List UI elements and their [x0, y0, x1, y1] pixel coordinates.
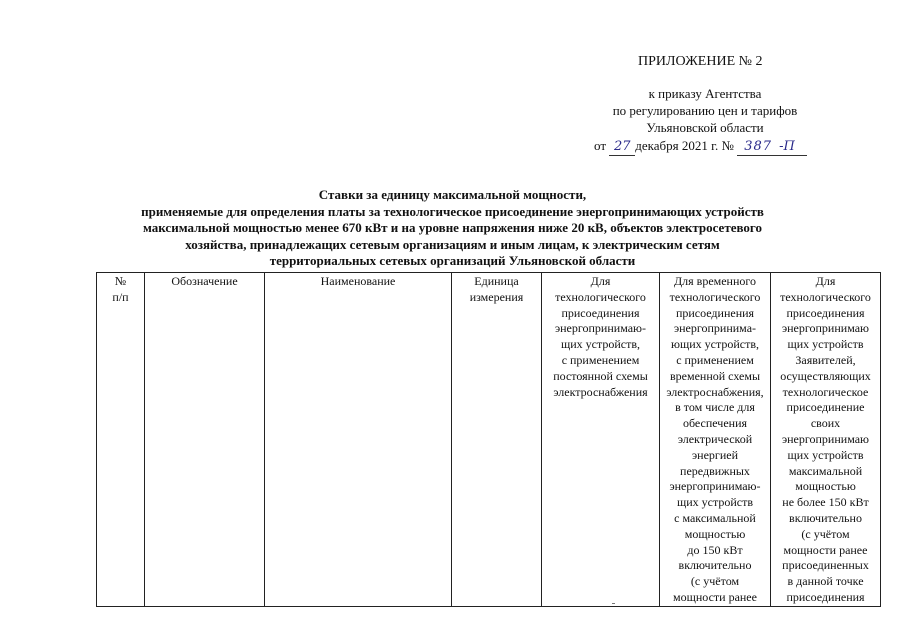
appendix-date-line: [594, 137, 807, 156]
scan-mark: [612, 603, 615, 604]
rates-table: [96, 272, 881, 607]
appendix-agency-line: по регулированию цен и тарифов: [612, 103, 798, 118]
header-permanent-connection: Для технологического присоединения энергопринимаю- щих устройств, с применением постоянной схемы электроснабжения: [542, 273, 660, 607]
heading-line-2: применяемые для определения платы за технологическое присоединение энергопринимающих устройств: [141, 203, 764, 219]
heading-line-1: Ставки за единицу максимальной мощности,: [318, 187, 587, 202]
table-header-row: [97, 273, 881, 607]
heading-line-4: хозяйства, принадлежащих сетевым организациям и иным лицам, к электрическим сетям: [185, 236, 720, 252]
header-unit: Единица измерения: [452, 273, 542, 607]
heading-line-5: территориальных сетевых организаций Ульяновской области: [269, 253, 636, 268]
header-temporary-connection: Для временного технологического присоединения энергопринима- ющих устройств, с применением временной схемы электроснабжения, в том числе для обеспечения электрической энергией передвижных энергопринимаю- щих устройств с максимальной мощностью до 150 кВт включительно (с учётом мощности ранее: [660, 273, 771, 607]
handwritten-order-suffix: -П: [779, 138, 807, 156]
appendix-region-line: Ульяновской области: [646, 120, 764, 135]
document-heading: [80, 187, 825, 270]
appendix-order-line: к приказу Агентства: [648, 86, 762, 101]
date-prefix: от: [594, 138, 607, 153]
header-number: № п/п: [97, 273, 145, 607]
header-applicants-connection: Для технологического присоединения энергопринимаю щих устройств Заявителей, осуществляющих технологическое присоединение своих энергопринимаю щих устройств максимальной мощностью не более 150 кВт включительно (с учётом мощности ранее присоединенных в данной точке присоединения: [771, 273, 881, 607]
handwritten-order-number: 387: [737, 138, 779, 156]
appendix-title: ПРИЛОЖЕНИЕ № 2: [638, 54, 763, 69]
date-middle: декабря 2021 г. №: [635, 138, 734, 153]
heading-line-3: максимальной мощностью менее 670 кВт и на уровне напряжения ниже 20 кВ, объектов электросетевого: [143, 220, 762, 235]
header-name: Наименование: [265, 273, 452, 607]
handwritten-day: 27: [609, 138, 635, 156]
header-designation: Обозначение: [145, 273, 265, 607]
